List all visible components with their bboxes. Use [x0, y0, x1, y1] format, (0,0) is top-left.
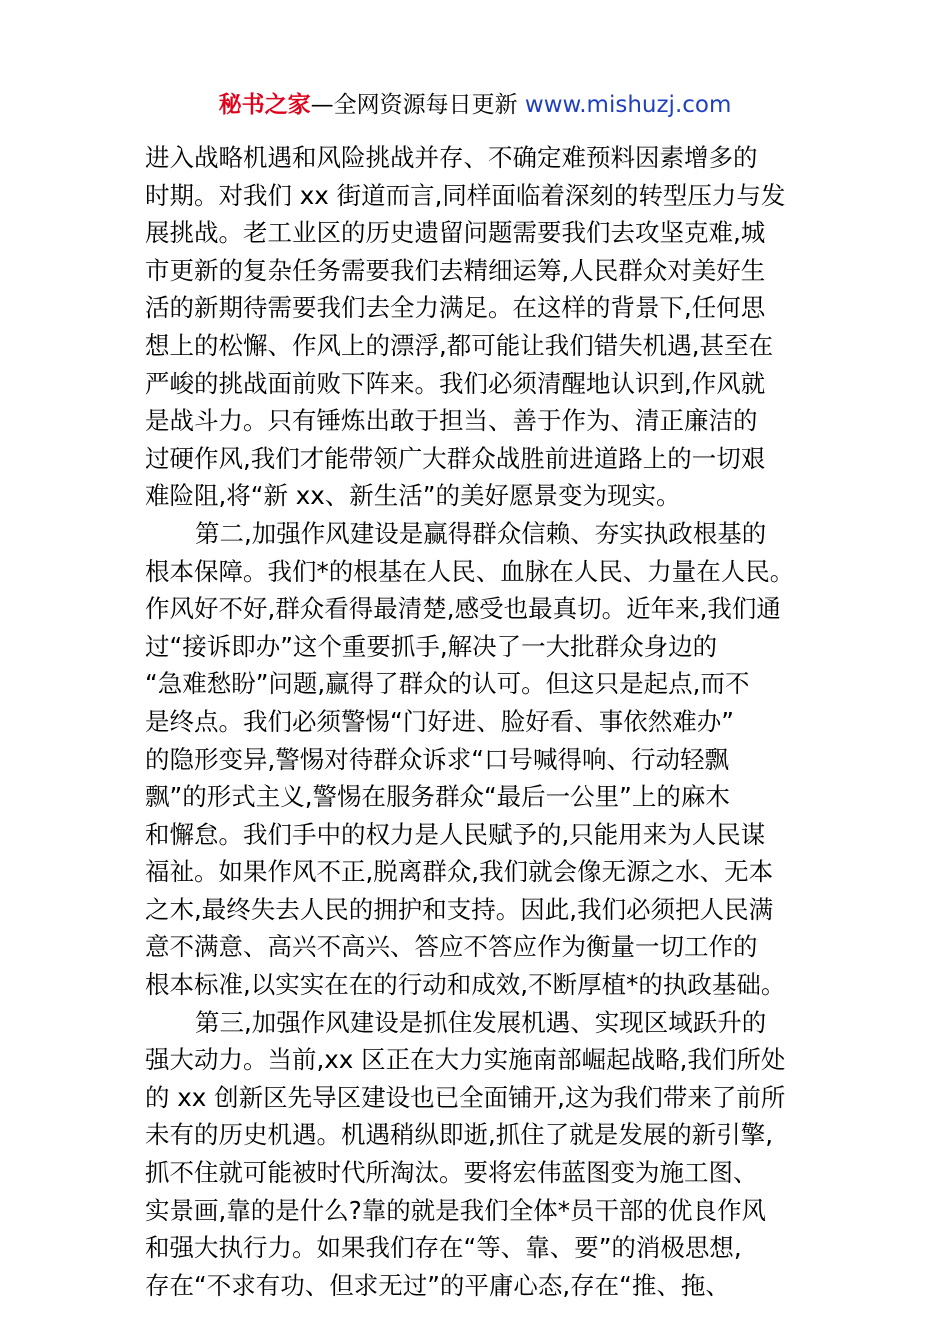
text-line: 福祉。如果作风不正,脱离群众,我们就会像无源之水、无本: [145, 857, 774, 887]
text-line: 和强大执行力。如果我们存在“等、靠、要”的消极思想,: [145, 1233, 742, 1263]
text-line: 抓不住就可能被时代所淘汰。要将宏伟蓝图变为施工图、: [145, 1158, 758, 1188]
text-line: 的隐形变异,警惕对待群众诉求“口号喊得响、行动轻飘: [145, 744, 729, 774]
text-line: 展挑战。老工业区的历史遗留问题需要我们去攻坚克难,城: [145, 218, 766, 248]
text-line: 市更新的复杂任务需要我们去精细运筹,人民群众对美好生: [145, 255, 766, 285]
text-line: 的 xx 创新区先导区建设也已全面铺开,这为我们带来了前所: [145, 1082, 786, 1112]
text-line: 强大动力。当前,xx 区正在大力实施南部崛起战略,我们所处: [145, 1045, 786, 1075]
text-line: 过硬作风,我们才能带领广大群众战胜前进道路上的一切艰: [145, 443, 766, 473]
site-url-link[interactable]: www.mishuzj.com: [524, 92, 732, 118]
paragraph-start-line: 第二,加强作风建设是赢得群众信赖、夯实执政根基的: [195, 518, 767, 548]
text-line: 严峻的挑战面前败下阵来。我们必须清醒地认识到,作风就: [145, 368, 766, 398]
document-body: [145, 139, 810, 1304]
text-line: 是战斗力。只有锤炼出敢于担当、善于作为、清正廉洁的: [145, 406, 758, 436]
text-line: 进入战略机遇和风险挑战并存、不确定难预料因素增多的: [145, 143, 758, 172]
text-line: 难险阻,将“新 xx、新生活”的美好愿景变为现实。: [145, 481, 681, 511]
text-line: 根本标准,以实实在在的行动和成效,不断厚植*的执政基础。: [145, 970, 786, 1000]
paragraph-start-line: 第三,加强作风建设是抓住发展机遇、实现区域跃升的: [195, 1007, 767, 1037]
text-line: 实景画,靠的是什么?靠的就是我们全体*员干部的优良作风: [145, 1195, 767, 1225]
text-line: 飘”的形式主义,警惕在服务群众“最后一公里”上的麻木: [145, 782, 730, 812]
brand-name: 秘书之家: [218, 92, 311, 118]
page-header: [0, 88, 950, 122]
text-line: 过“接诉即办”这个重要抓手,解决了一大批群众身边的: [145, 631, 718, 661]
header-tagline: —全网资源每日更新: [310, 92, 525, 118]
text-line: 意不满意、高兴不高兴、答应不答应作为衡量一切工作的: [145, 932, 758, 962]
text-line: 时期。对我们 xx 街道而言,同样面临着深刻的转型压力与发: [145, 180, 786, 210]
text-line: “急难愁盼”问题,赢得了群众的认可。但这只是起点,而不: [145, 669, 750, 699]
text-line: 之木,最终失去人民的拥护和支持。因此,我们必须把人民满: [145, 894, 774, 924]
text-line: 和懈怠。我们手中的权力是人民赋予的,只能用来为人民谋: [145, 819, 766, 849]
text-line: 存在“不求有功、但求无过”的平庸心态,存在“推、拖、: [145, 1270, 730, 1300]
text-line: 想上的松懈、作风上的漂浮,都可能让我们错失机遇,甚至在: [145, 330, 774, 360]
text-line: 根本保障。我们*的根基在人民、血脉在人民、力量在人民。: [145, 556, 795, 586]
text-line: 活的新期待需要我们去全力满足。在这样的背景下,任何思: [145, 293, 766, 323]
text-line: 未有的历史机遇。机遇稍纵即逝,抓住了就是发展的新引擎,: [145, 1120, 774, 1150]
text-line: 是终点。我们必须警惕“门好进、脸好看、事依然难办”: [145, 706, 734, 736]
text-line: 作风好不好,群众看得最清楚,感受也最真切。近年来,我们通: [145, 594, 781, 624]
